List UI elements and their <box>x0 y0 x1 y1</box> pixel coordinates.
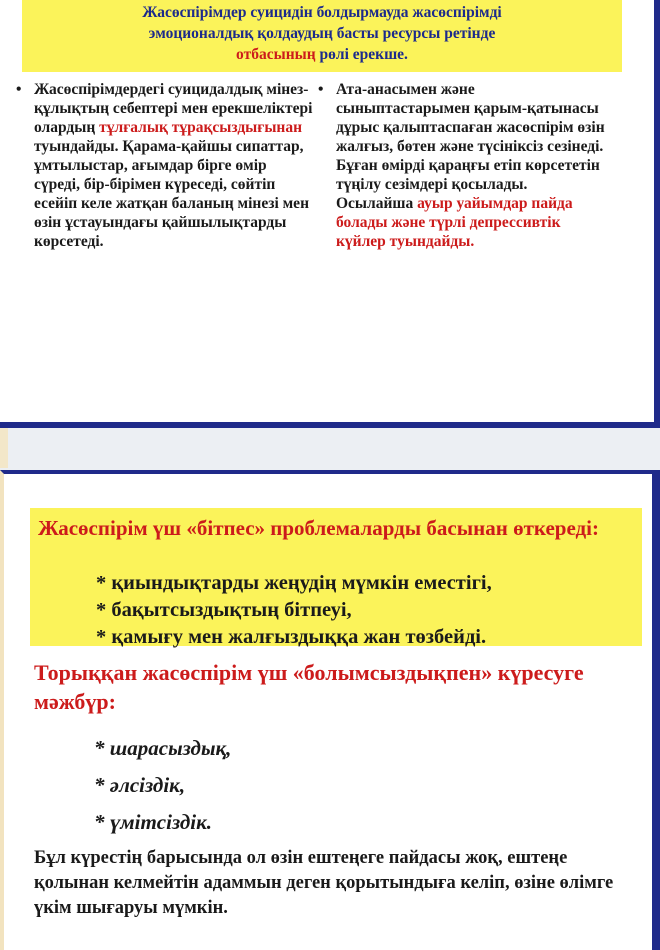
title-line-3 <box>22 44 622 65</box>
list-item: * шарасыздық, <box>94 736 232 760</box>
slide-2 <box>0 470 660 950</box>
slide-1 <box>0 0 660 428</box>
slide-1-title <box>22 0 622 72</box>
left-text-1: Жасөспірімдердегі суицидалдық мінез-құлықтың себептері мен ерекшеліктері олардың <box>34 81 313 136</box>
list-item: * бақытсыздықтың бітпеуі, <box>96 599 352 621</box>
left-column <box>16 80 316 251</box>
left-paragraph <box>34 80 316 251</box>
right-column <box>318 80 608 251</box>
slide-2-heading-1: Жасөспірім үш «бітпес» проблемаларды басынан өткереді: <box>38 516 599 540</box>
left-text-2: туындайды. Қарама-қайшы сипаттар, ұмтылыстар, ағымдар бірге өмір сүреді, бір-бірімен күреседі, сөйтіп есейіп келе жатқан баланың мінезі мен өзін ұстауындағы қайшылықтарды көрсетеді. <box>34 138 309 250</box>
list-item: * қамығу мен жалғыздыққа жан төзбейді. <box>96 626 487 648</box>
right-text-1: Ата-анасымен және сыныптастарымен қарым-қатынасы дұрыс қалыптаспаған жасөспірім өзін жалғыз, бөтен және түсініксіз сезінеді. Бұған өмірді қараңғы етіп көрсететін түңілу сезімдері қосылады. Осылайша <box>336 81 605 212</box>
struggles-list <box>94 730 231 841</box>
title-red-word: отбасының <box>236 46 316 63</box>
title-line-2: эмоционалдық қолдаудың басты ресурсы ретінде <box>148 25 496 42</box>
right-red-text: ауыр уайымдар пайда болады және түрлі депрессивтік күйлер туындайды. <box>336 195 573 250</box>
list-item: * қиындықтарды жеңудің мүмкін еместігі, <box>96 572 492 594</box>
bullet-left: • <box>16 81 22 98</box>
slide-2-heading-2: Торыққан жасөспірім үш «болымсыздықпен» күресуге мәжбүр: <box>34 660 584 714</box>
title-end: рөлі ерекше. <box>315 46 408 63</box>
bullet-right: • <box>318 81 324 98</box>
slide-separator <box>0 428 660 468</box>
separator-accent <box>0 428 8 468</box>
list-item: * әлсіздік, <box>94 773 186 797</box>
problems-list <box>96 570 492 651</box>
left-red-text: тұлғалық тұрақсыздығынан <box>99 119 303 136</box>
title-line-1: Жасөспірімдер суицидін болдырмауда жасөспірімді <box>142 4 502 21</box>
list-item: * үмітсіздік. <box>94 810 213 834</box>
right-paragraph <box>336 80 608 251</box>
closing-paragraph: Бұл күрестің барысында ол өзін ештеңеге пайдасы жоқ, ештеңе қолынан келмейтін адаммын деген қорытындыға келіп, өзіне өлімге үкім шығаруы мүмкін. <box>34 848 614 918</box>
